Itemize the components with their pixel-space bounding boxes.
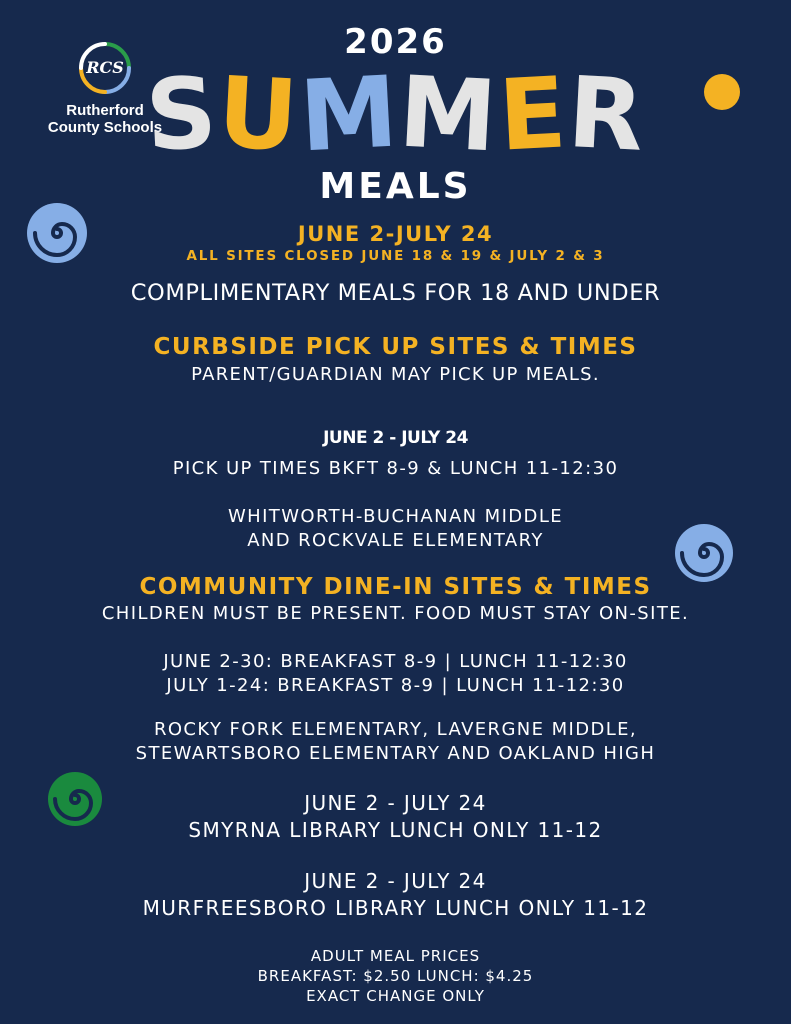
curbside-date-range: JUNE 2 - JULY 24: [323, 428, 468, 448]
logo-name-line1: Rutherford: [66, 102, 144, 119]
logo-name-line2: County Schools: [47, 119, 163, 136]
smyrna-info: SMYRNA LIBRARY LUNCH ONLY 11-12: [188, 818, 603, 842]
dinein-heading: COMMUNITY DINE-IN SITES & TIMES: [139, 574, 652, 600]
adult-note: EXACT CHANGE ONLY: [306, 987, 485, 1005]
curbside-times: PICK UP TIMES BKFT 8-9 & LUNCH 11-12:30: [172, 458, 619, 479]
summer-letter: M: [296, 55, 403, 175]
dinein-note: CHILDREN MUST BE PRESENT. FOOD MUST STAY ON-SITE.: [101, 603, 690, 624]
logo-initials: RCS: [86, 58, 124, 77]
program-dates: JUNE 2-JULY 24: [297, 222, 494, 246]
closure-dates: ALL SITES CLOSED JUNE 18 & 19 & JULY 2 & 3: [186, 248, 605, 264]
adult-heading: ADULT MEAL PRICES: [310, 947, 481, 965]
curbside-sites-line1: WHITWORTH-BUCHANAN MIDDLE: [227, 506, 564, 527]
summer-letter: E: [495, 56, 571, 174]
dinein-sites-line1: ROCKY FORK ELEMENTARY, LAVERGNE MIDDLE,: [153, 719, 638, 740]
summer-title: [0, 55, 791, 175]
murfreesboro-info: MURFREESBORO LIBRARY LUNCH ONLY 11-12: [142, 896, 649, 920]
summer-letter: R: [564, 56, 649, 174]
murfreesboro-dates: JUNE 2 - JULY 24: [304, 869, 487, 893]
curbside-heading: CURBSIDE PICK UP SITES & TIMES: [153, 334, 638, 360]
summer-letter: S: [142, 56, 222, 174]
year: 2026: [344, 22, 447, 62]
adult-prices: BREAKFAST: $2.50 LUNCH: $4.25: [257, 967, 534, 985]
complimentary-note: COMPLIMENTARY MEALS FOR 18 AND UNDER: [130, 280, 661, 306]
dinein-sites-line2: STEWARTSBORO ELEMENTARY AND OAKLAND HIGH: [135, 743, 656, 764]
dinein-schedule-line2: JULY 1-24: BREAKFAST 8-9 | LUNCH 11-12:30: [166, 675, 625, 696]
curbside-sites-line2: AND ROCKVALE ELEMENTARY: [247, 530, 544, 551]
curbside-note: PARENT/GUARDIAN MAY PICK UP MEALS.: [191, 364, 600, 385]
smyrna-dates: JUNE 2 - JULY 24: [304, 791, 487, 815]
summer-letter: M: [396, 55, 502, 175]
meals-title: MEALS: [319, 166, 472, 207]
dinein-schedule-line1: JUNE 2-30: BREAKFAST 8-9 | LUNCH 11-12:30: [163, 651, 628, 672]
summer-letter: U: [215, 55, 303, 175]
